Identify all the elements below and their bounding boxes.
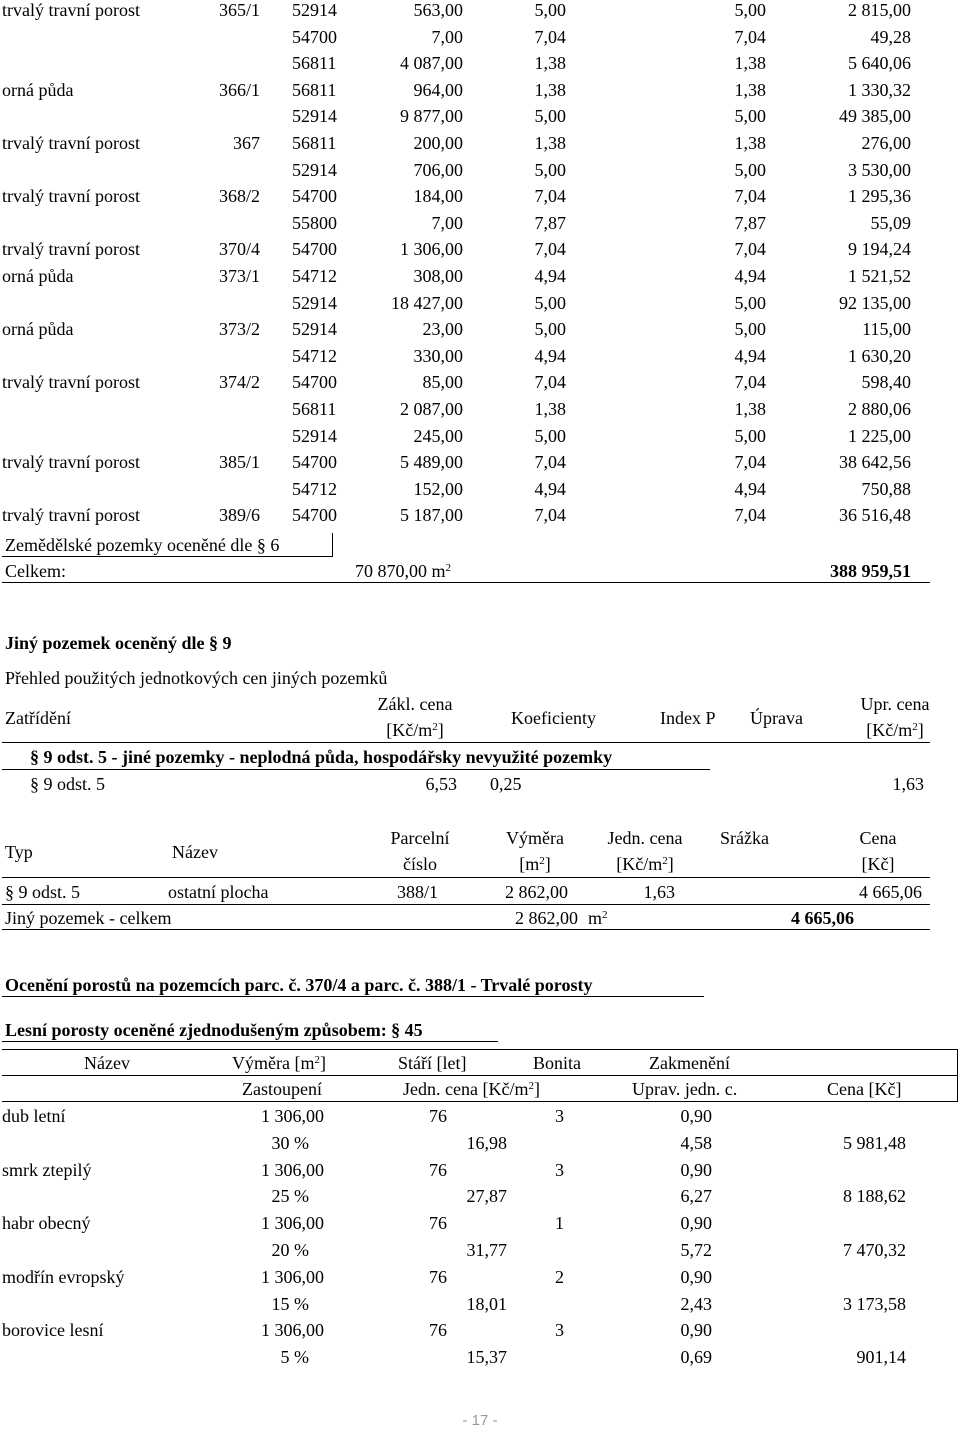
stands-col-jedn-cena: Jedn. cena $[Kč/m^2]$ — [403, 1079, 540, 1099]
stand-unit-price: 18,01 — [466, 1293, 507, 1314]
bpej-code: 54712 — [292, 345, 337, 366]
area-value: 1 306,00 — [400, 239, 463, 260]
parcel-number: 365/1 — [218, 0, 260, 20]
stands-subheading: Lesní porosty oceněné zjednodušeným způsobem: § 45 — [5, 1020, 423, 1040]
adjusted-price: 7,87 — [734, 212, 766, 233]
land-type: trvalý travní porost — [2, 0, 140, 20]
price-value: 2 815,00 — [848, 0, 911, 20]
area-value: 5 187,00 — [400, 505, 463, 526]
stand-price: 5 981,48 — [843, 1132, 906, 1153]
other-land-row-koef: 0,25 — [490, 774, 522, 794]
price-value: 1 521,52 — [848, 266, 911, 286]
adjusted-price: 7,04 — [734, 239, 766, 260]
adjusted-price: 1,38 — [734, 79, 766, 100]
bpej-code: 52914 — [292, 106, 337, 127]
stands-col-nazev: Název — [84, 1053, 130, 1073]
bpej-code: 56811 — [292, 133, 337, 153]
stands-col-zakmeneni: Zakmenění — [649, 1053, 730, 1073]
adjusted-price: 1,38 — [734, 399, 766, 419]
area-value: 85,00 — [422, 372, 463, 393]
other-land-row-zakl: 6,53 — [425, 774, 457, 794]
area-value: 200,00 — [413, 133, 463, 153]
area-value: 7,00 — [431, 26, 463, 47]
stands-col-cena: Cena [Kč] — [827, 1079, 902, 1099]
base-price: 5,00 — [534, 159, 566, 180]
col-typ: Typ — [5, 842, 33, 862]
stand-share: 15 % — [271, 1293, 309, 1314]
other-land-item-typ: § 9 odst. 5 — [5, 882, 81, 902]
stand-area: 1 306,00 — [261, 1320, 324, 1341]
stand-adjusted-unit-price: 0,69 — [680, 1347, 712, 1368]
base-price: 7,87 — [534, 212, 566, 233]
price-value: 38 642,56 — [839, 452, 911, 473]
stands-col-vymera: Výměra $[m^2]$ — [232, 1053, 326, 1073]
other-land-row-upr: 1,63 — [892, 774, 924, 794]
price-value: 49 385,00 — [839, 106, 911, 127]
parcel-number: 366/1 — [218, 79, 260, 100]
agri-heading: Zemědělské pozemky oceněné dle § 6 — [5, 535, 280, 555]
stands-header-top-rule — [2, 1049, 958, 1050]
parcel-number: 367 — [233, 133, 260, 153]
stands-col-zastoupeni: Zastoupení — [242, 1079, 322, 1099]
price-value: 1 630,20 — [848, 345, 911, 366]
stand-unit-price: 31,77 — [466, 1240, 507, 1260]
price-value: 1 330,32 — [848, 79, 911, 100]
base-price: 1,38 — [534, 79, 566, 100]
col-jedn-cena: Jedn. cena — [607, 828, 683, 848]
area-value: 4 087,00 — [400, 53, 463, 74]
agri-total-price: 388 959,51 — [830, 561, 911, 581]
parcel-number: 370/4 — [218, 239, 260, 260]
adjusted-price: 7,04 — [734, 452, 766, 473]
base-price: 5,00 — [534, 319, 566, 340]
parcel-number: 368/2 — [218, 186, 260, 207]
other-land-total-rule — [2, 929, 930, 930]
col-parcelni-2: číslo — [403, 854, 437, 874]
stand-price: 3 173,58 — [843, 1293, 906, 1314]
area-value: 964,00 — [413, 79, 463, 100]
stand-adjusted-unit-price: 5,72 — [680, 1240, 712, 1260]
area-value: 9 877,00 — [400, 106, 463, 127]
stand-bonita: 1 — [555, 1213, 564, 1234]
page-number: - 17 - — [462, 1412, 498, 1429]
other-land-header-rule — [2, 742, 930, 743]
agri-total-label: Celkem: — [5, 561, 66, 581]
adjusted-price: 5,00 — [734, 425, 766, 446]
other-land-total-price: 4 665,06 — [791, 908, 854, 928]
col-vymera-unit: $[m^2]$ — [519, 854, 551, 874]
base-price: 5,00 — [534, 106, 566, 127]
land-type: orná půda — [2, 319, 74, 340]
base-price: 1,38 — [534, 399, 566, 419]
base-price: 4,94 — [534, 266, 566, 286]
stand-adjusted-unit-price: 4,58 — [680, 1132, 712, 1153]
price-value: 55,09 — [870, 212, 911, 233]
stand-bonita: 2 — [555, 1266, 564, 1287]
other-land-group-title: § 9 odst. 5 - jiné pozemky - neplodná půda, hospodářsky nevyužité pozemky — [30, 747, 613, 767]
land-type: trvalý travní porost — [2, 133, 140, 153]
bpej-code: 52914 — [292, 159, 337, 180]
stand-share: 20 % — [271, 1240, 309, 1260]
col-nazev: Název — [172, 842, 218, 862]
other-land-heading: Jiný pozemek oceněný dle § 9 — [5, 633, 232, 653]
stand-age: 76 — [429, 1106, 447, 1126]
stand-species: modřín evropský — [2, 1266, 125, 1287]
other-land-item-nazev: ostatní plocha — [168, 882, 269, 902]
stand-share: 25 % — [271, 1186, 309, 1207]
adjusted-price: 1,38 — [734, 133, 766, 153]
bpej-code: 54700 — [292, 186, 337, 207]
adjusted-price: 5,00 — [734, 106, 766, 127]
other-land-item-jedn: 1,63 — [643, 882, 675, 902]
area-value: 5 489,00 — [400, 452, 463, 473]
stand-area: 1 306,00 — [261, 1106, 324, 1126]
parcel-number: 373/2 — [218, 319, 260, 340]
area-value: 330,00 — [413, 345, 463, 366]
adjusted-price: 1,38 — [734, 53, 766, 74]
stand-stocking: 0,90 — [680, 1266, 712, 1287]
price-value: 5 640,06 — [848, 53, 911, 74]
bpej-code: 54700 — [292, 239, 337, 260]
adjusted-price: 7,04 — [734, 505, 766, 526]
adjusted-price: 4,94 — [734, 266, 766, 286]
base-price: 5,00 — [534, 425, 566, 446]
agri-heading-vrule — [332, 533, 333, 557]
other-land-total-unit: $m^2$ — [588, 908, 608, 928]
stand-stocking: 0,90 — [680, 1213, 712, 1234]
col-zakl-cena: Zákl. cena — [377, 694, 453, 714]
base-price: 4,94 — [534, 345, 566, 366]
price-value: 2 880,06 — [848, 399, 911, 419]
other-land-total-area: 2 862,00 — [515, 908, 578, 928]
stands-header-bottom-rule — [2, 1101, 958, 1102]
base-price: 1,38 — [534, 133, 566, 153]
stand-age: 76 — [429, 1320, 447, 1341]
bpej-code: 56811 — [292, 399, 337, 419]
parcel-number: 374/2 — [218, 372, 260, 393]
stand-species: dub letní — [2, 1106, 66, 1126]
land-type: orná půda — [2, 79, 74, 100]
other-land-group-rule — [2, 769, 710, 770]
stands-heading: Ocenění porostů na pozemcích parc. č. 370/4 a parc. č. 388/1 - Trvalé porosty — [5, 975, 593, 995]
col-jedn-cena-unit: $[Kč/m^2]$ — [616, 854, 674, 874]
stand-species: smrk ztepilý — [2, 1159, 92, 1180]
stand-unit-price: 15,37 — [466, 1347, 507, 1368]
bpej-code: 54700 — [292, 505, 337, 526]
stand-price: 8 188,62 — [843, 1186, 906, 1207]
stand-age: 76 — [429, 1213, 447, 1234]
stand-price: 7 470,32 — [843, 1240, 906, 1260]
bpej-code: 54700 — [292, 26, 337, 47]
base-price: 5,00 — [534, 0, 566, 20]
bpej-code: 56811 — [292, 79, 337, 100]
area-value: 23,00 — [422, 319, 463, 340]
col-upr-cena-unit: $[Kč/m^2]$ — [866, 720, 924, 740]
bpej-code: 52914 — [292, 319, 337, 340]
other-land-table-header-rule — [2, 877, 930, 878]
bpej-code: 56811 — [292, 53, 337, 74]
base-price: 5,00 — [534, 292, 566, 313]
price-value: 49,28 — [870, 26, 911, 47]
parcel-number: 389/6 — [218, 505, 260, 526]
col-zakl-cena-unit: $[Kč/m^2]$ — [386, 720, 444, 740]
area-value: 245,00 — [413, 425, 463, 446]
land-type: trvalý travní porost — [2, 239, 140, 260]
parcel-number: 385/1 — [218, 452, 260, 473]
base-price: 1,38 — [534, 53, 566, 74]
land-type: trvalý travní porost — [2, 452, 140, 473]
price-value: 276,00 — [861, 133, 911, 153]
adjusted-price: 5,00 — [734, 159, 766, 180]
other-land-item-cena: 4 665,06 — [859, 882, 922, 902]
base-price: 7,04 — [534, 239, 566, 260]
area-value: 563,00 — [413, 0, 463, 20]
area-value: 2 087,00 — [400, 399, 463, 419]
adjusted-price: 4,94 — [734, 478, 766, 499]
price-value: 36 516,48 — [839, 505, 911, 526]
stand-area: 1 306,00 — [261, 1159, 324, 1180]
stands-subheading-underline — [2, 1041, 498, 1042]
agri-total-area: 70 870,00 $m^2$ — [355, 561, 452, 581]
stand-stocking: 0,90 — [680, 1320, 712, 1341]
stands-heading-underline — [2, 996, 704, 997]
col-index-p: Index P — [660, 708, 716, 728]
area-value: 184,00 — [413, 186, 463, 207]
area-value: 7,00 — [431, 212, 463, 233]
area-value: 152,00 — [413, 478, 463, 499]
base-price: 7,04 — [534, 505, 566, 526]
stand-unit-price: 27,87 — [466, 1186, 507, 1207]
stand-unit-price: 16,98 — [466, 1132, 507, 1153]
adjusted-price: 5,00 — [734, 292, 766, 313]
stand-area: 1 306,00 — [261, 1213, 324, 1234]
stand-area: 1 306,00 — [261, 1266, 324, 1287]
stand-stocking: 0,90 — [680, 1106, 712, 1126]
land-type: orná půda — [2, 266, 74, 286]
col-cena-unit: [Kč] — [861, 854, 895, 874]
bpej-code: 54712 — [292, 266, 337, 286]
parcel-number: 373/1 — [218, 266, 260, 286]
stand-bonita: 3 — [555, 1320, 564, 1341]
stand-species: habr obecný — [2, 1213, 91, 1234]
adjusted-price: 5,00 — [734, 319, 766, 340]
bpej-code: 52914 — [292, 425, 337, 446]
land-type: trvalý travní porost — [2, 372, 140, 393]
bpej-code: 55800 — [292, 212, 337, 233]
col-koeficienty: Koeficienty — [511, 708, 596, 728]
stands-header-mid-rule — [2, 1075, 958, 1076]
stand-share: 5 % — [280, 1347, 309, 1368]
col-zatrideni: Zatřídění — [5, 708, 71, 728]
stands-col-stari: Stáří [let] — [398, 1053, 467, 1073]
other-land-subheading: Přehled použitých jednotkových cen jiných pozemků — [5, 668, 388, 688]
stand-stocking: 0,90 — [680, 1159, 712, 1180]
bpej-code: 54700 — [292, 372, 337, 393]
stand-age: 76 — [429, 1159, 447, 1180]
base-price: 4,94 — [534, 478, 566, 499]
price-value: 750,88 — [861, 478, 911, 499]
adjusted-price: 4,94 — [734, 345, 766, 366]
bpej-code: 54700 — [292, 452, 337, 473]
base-price: 7,04 — [534, 26, 566, 47]
adjusted-price: 5,00 — [734, 0, 766, 20]
base-price: 7,04 — [534, 372, 566, 393]
stand-bonita: 3 — [555, 1159, 564, 1180]
col-srazka: Srážka — [720, 828, 769, 848]
stand-adjusted-unit-price: 2,43 — [680, 1293, 712, 1314]
agri-heading-rule — [2, 556, 332, 557]
land-type: trvalý travní porost — [2, 186, 140, 207]
other-land-total-label: Jiný pozemek - celkem — [5, 908, 172, 928]
stand-species: borovice lesní — [2, 1320, 104, 1341]
other-land-row-zatrideni: § 9 odst. 5 — [30, 774, 106, 794]
col-upr-cena: Upr. cena — [860, 694, 930, 714]
col-vymera: Výměra — [506, 828, 564, 848]
adjusted-price: 7,04 — [734, 26, 766, 47]
bpej-code: 52914 — [292, 292, 337, 313]
stand-bonita: 3 — [555, 1106, 564, 1126]
stands-col-bonita: Bonita — [533, 1053, 581, 1073]
price-value: 1 295,36 — [848, 186, 911, 207]
stand-price: 901,14 — [856, 1347, 906, 1368]
other-land-item-vymera: 2 862,00 — [505, 882, 568, 902]
adjusted-price: 7,04 — [734, 372, 766, 393]
base-price: 7,04 — [534, 186, 566, 207]
base-price: 7,04 — [534, 452, 566, 473]
price-value: 1 225,00 — [848, 425, 911, 446]
stand-adjusted-unit-price: 6,27 — [680, 1186, 712, 1207]
bpej-code: 54712 — [292, 478, 337, 499]
adjusted-price: 7,04 — [734, 186, 766, 207]
price-value: 9 194,24 — [848, 239, 911, 260]
area-value: 706,00 — [413, 159, 463, 180]
stands-col-upr-jedn: Uprav. jedn. c. — [632, 1079, 738, 1099]
col-uprava: Úprava — [750, 708, 803, 728]
land-type: trvalý travní porost — [2, 505, 140, 526]
price-value: 3 530,00 — [848, 159, 911, 180]
other-land-item-parc: 388/1 — [397, 882, 439, 902]
area-value: 308,00 — [413, 266, 463, 286]
bpej-code: 52914 — [292, 0, 337, 20]
other-land-item-rule — [2, 904, 930, 905]
price-value: 92 135,00 — [839, 292, 911, 313]
area-value: 18 427,00 — [391, 292, 463, 313]
stand-age: 76 — [429, 1266, 447, 1287]
price-value: 598,40 — [861, 372, 911, 393]
col-parcelni: Parcelní — [390, 828, 450, 848]
stand-share: 30 % — [271, 1132, 309, 1153]
price-value: 115,00 — [862, 319, 911, 340]
col-cena: Cena — [859, 828, 897, 848]
agri-total-rule — [2, 582, 930, 583]
